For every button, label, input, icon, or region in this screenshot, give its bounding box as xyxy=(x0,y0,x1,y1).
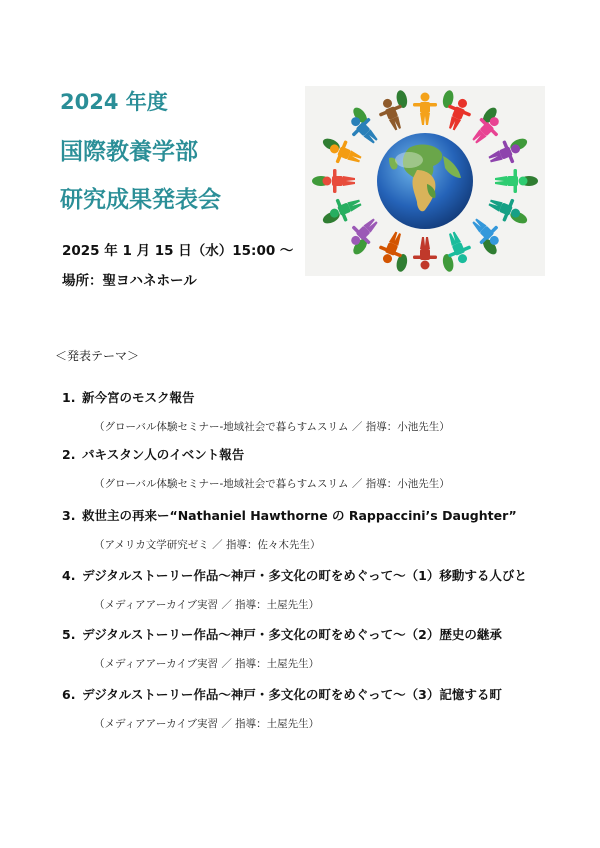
topic-detail: （メディアアーカイブ実習 ／ 指導：土屋先生） xyxy=(94,718,320,730)
section-heading: ＜発表テーマ＞ xyxy=(55,349,140,363)
topic-title-text: デジタルストーリー作品～神戸・多文化の町をめぐって～（1）移動する人びと xyxy=(82,568,527,583)
topic-number: 3. xyxy=(62,508,76,523)
title-year: 2024 年度 xyxy=(60,90,168,114)
topic-title xyxy=(62,445,244,463)
topic-title xyxy=(62,625,502,643)
topic-title-text: パキスタン人のイベント報告 xyxy=(82,447,245,462)
topic-title-text: 救世主の再来ー“Nathaniel Hawthorne の Rappaccini’s Daughter” xyxy=(82,508,517,523)
topic-item xyxy=(62,388,582,438)
topic-title-text: 新今宮のモスク報告 xyxy=(82,390,195,405)
title-event: 研究成果発表会 xyxy=(60,187,221,213)
topic-detail: （アメリカ文学研究ゼミ ／ 指導：佐々木先生） xyxy=(94,539,321,551)
topic-number: 4. xyxy=(62,568,76,583)
topic-detail: （グローバル体験セミナー-地域社会で暮らすムスリム ／ 指導：小池先生） xyxy=(94,421,450,433)
topic-title-text: デジタルストーリー作品～神戸・多文化の町をめぐって～（2）歴史の継承 xyxy=(82,627,502,642)
topic-title xyxy=(62,388,195,406)
topic-number: 1. xyxy=(62,390,76,405)
topic-title xyxy=(62,685,502,703)
event-venue: 場所：聖ヨハネホール xyxy=(62,273,197,289)
event-date: 2025 年 1 月 15 日（水）15:00 ～ xyxy=(62,243,294,259)
topic-item xyxy=(62,445,582,495)
topic-number: 2. xyxy=(62,447,76,462)
topic-detail: （メディアアーカイブ実習 ／ 指導：土屋先生） xyxy=(94,658,320,670)
topic-item xyxy=(62,685,582,735)
topic-detail: （グローバル体験セミナー-地域社会で暮らすムスリム ／ 指導：小池先生） xyxy=(94,478,450,490)
topic-title xyxy=(62,506,517,524)
topic-number: 6. xyxy=(62,687,76,702)
topic-item xyxy=(62,625,582,675)
topic-detail: （メディアアーカイブ実習 ／ 指導：土屋先生） xyxy=(94,599,320,611)
topic-item xyxy=(62,506,582,556)
topic-title-text: デジタルストーリー作品～神戸・多文化の町をめぐって～（3）記憶する町 xyxy=(82,687,502,702)
topic-item xyxy=(62,566,582,616)
globe-with-people-image xyxy=(305,86,545,276)
topic-title xyxy=(62,566,527,584)
title-faculty: 国際教養学部 xyxy=(60,139,198,165)
topic-number: 5. xyxy=(62,627,76,642)
